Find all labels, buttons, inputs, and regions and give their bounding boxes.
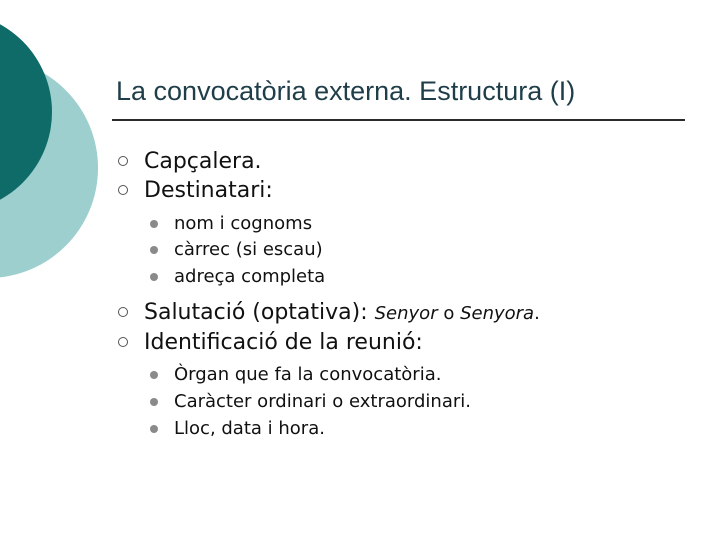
slide-title: La convocatòria externa. Estructura (I) [116, 76, 576, 106]
dot-bullet-icon [150, 425, 158, 433]
sub-bullet-text: Òrgan que fa la convocatòria. [174, 364, 442, 385]
bullet-text: Capçalera. [144, 149, 262, 174]
hollow-circle-bullet-icon [118, 156, 128, 166]
decorative-circles [0, 0, 120, 300]
dot-bullet-icon [150, 220, 158, 228]
dot-bullet-icon [150, 246, 158, 254]
hollow-circle-bullet-icon [118, 307, 128, 317]
sub-bullet-text: Lloc, data i hora. [174, 418, 325, 439]
greeting-option-1: Senyor [374, 303, 438, 324]
bullet-text: Salutació (optativa): [144, 300, 375, 325]
sub-bullet-text: Caràcter ordinari o extraordinari. [174, 391, 471, 412]
dot-bullet-icon [150, 371, 158, 379]
sub-bullet-text: nom i cognoms [174, 213, 313, 234]
title-divider [112, 119, 685, 121]
dot-bullet-icon [150, 398, 158, 406]
dot-bullet-icon [150, 273, 158, 281]
bullet-text: Identificació de la reunió: [144, 330, 423, 355]
sub-bullet-text: adreça completa [174, 266, 326, 287]
greeting-option-2: Senyora [460, 303, 535, 324]
hollow-circle-bullet-icon [118, 337, 128, 347]
greeting-connector: o [437, 303, 461, 324]
greeting-period: . [534, 303, 540, 324]
sub-bullet-text: càrrec (si escau) [174, 239, 323, 260]
hollow-circle-bullet-icon [118, 185, 128, 195]
bullet-text: Destinatari: [144, 178, 273, 203]
